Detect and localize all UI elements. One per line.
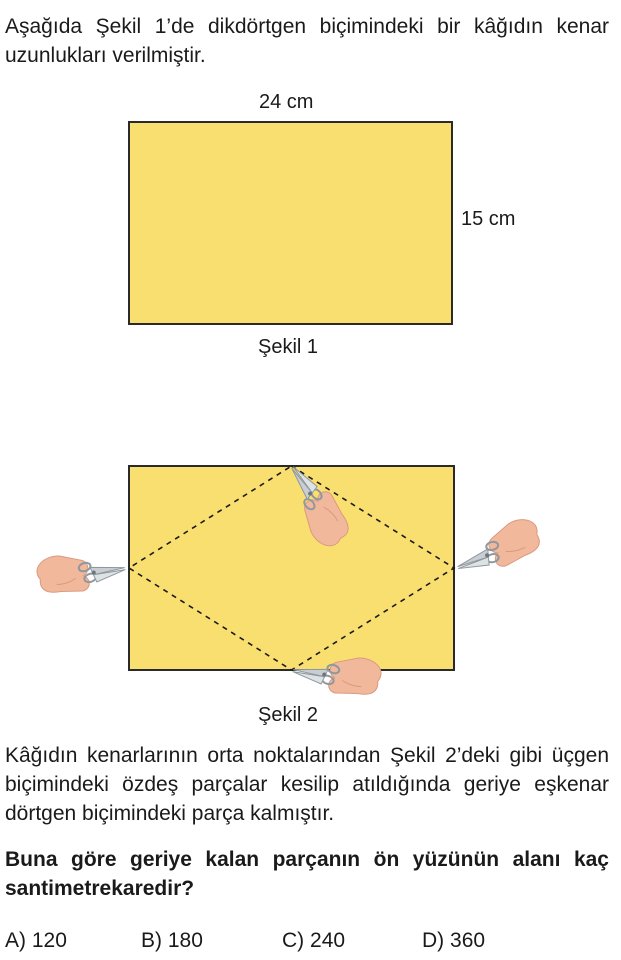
option-d[interactable] (422, 929, 485, 953)
option-d-value: 360 (450, 929, 486, 952)
option-c-value: 240 (310, 929, 346, 952)
option-a[interactable] (5, 929, 67, 953)
option-d-letter: D) (422, 929, 445, 952)
answer-options (5, 929, 615, 957)
option-c[interactable] (282, 929, 345, 953)
option-b-value: 180 (167, 929, 203, 952)
description-text: Kâğıdın kenarlarının orta noktalarından Şekil 2’deki gibi üçgen biçimindeki özdeş parçalar kesilip atıldığında geriye eşkenar dörtgen biçimindeki parça kalmıştır. (5, 744, 609, 825)
figure1-caption: Şekil 1 (258, 336, 319, 358)
figure1-rectangle (128, 121, 453, 325)
option-c-letter: C) (282, 929, 305, 952)
option-a-letter: A) (5, 929, 26, 952)
figure2-diagram (0, 400, 621, 700)
intro-text: Aşağıda Şekil 1’de dikdörtgen biçimindeki bir kâğıdın kenar uzunlukları verilmiştir. (5, 15, 609, 67)
option-b-letter: B) (141, 929, 162, 952)
figure2-rectangle (129, 466, 454, 670)
hand-with-scissors-icon (34, 536, 128, 603)
question-text: Buna göre geriye kalan parçanın ön yüzünün alanı kaç santimetrekaredir? (5, 848, 609, 900)
figure2-caption: Şekil 2 (258, 704, 319, 726)
figure1-width-label: 24 cm (259, 91, 314, 113)
hand-with-scissors-icon (451, 517, 543, 576)
figure1-height-label: 15 cm (461, 208, 516, 230)
option-b[interactable] (141, 929, 203, 953)
option-a-value: 120 (31, 929, 67, 952)
